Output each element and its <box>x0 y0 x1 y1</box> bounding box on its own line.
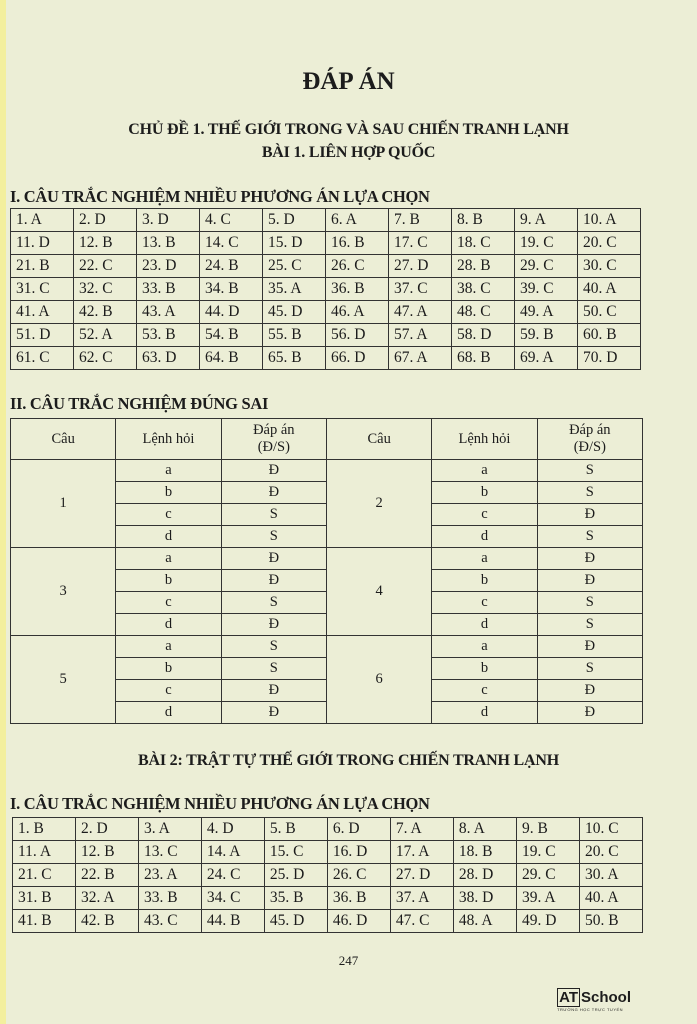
answer-cell: 4. C <box>199 209 262 232</box>
answer-cell: 19. C <box>516 841 579 864</box>
lesson2-title: BÀI 2: TRẬT TỰ THẾ GIỚI TRONG CHIẾN TRANH LẠNH <box>138 752 559 769</box>
answer-cell: 9. A <box>514 209 577 232</box>
answer-cell: 33. B <box>136 278 199 301</box>
answer-cell: 44. D <box>199 301 262 324</box>
lesson1-tf-heading: II. CÂU TRẮC NGHIỆM ĐÚNG SAI <box>10 394 269 413</box>
answer-cell: 41. A <box>11 301 74 324</box>
answer-row <box>11 324 641 347</box>
answer-cell: 24. B <box>199 255 262 278</box>
statement-letter: d <box>116 702 221 724</box>
answer-cell: 15. C <box>264 841 327 864</box>
answer-cell: 35. A <box>262 278 325 301</box>
answer-cell: 6. A <box>325 209 388 232</box>
answer-cell: 47. A <box>388 301 451 324</box>
statement-letter: d <box>432 526 537 548</box>
answer-cell: 11. D <box>11 232 74 255</box>
answer-row <box>11 278 641 301</box>
col-header-cau: Câu <box>11 419 116 460</box>
answer-cell: 7. B <box>388 209 451 232</box>
answer-cell: 18. C <box>451 232 514 255</box>
answer-cell: 17. C <box>388 232 451 255</box>
true-false-answer: S <box>221 504 326 526</box>
answer-cell: 1. B <box>13 818 76 841</box>
answer-cell: 55. B <box>262 324 325 347</box>
answer-cell: 8. A <box>453 818 516 841</box>
tf-row <box>11 636 643 658</box>
answer-cell: 11. A <box>13 841 76 864</box>
true-false-answer: Đ <box>537 504 642 526</box>
answer-cell: 10. A <box>577 209 640 232</box>
true-false-answer: S <box>537 592 642 614</box>
answer-cell: 13. B <box>136 232 199 255</box>
statement-letter: d <box>116 526 221 548</box>
answer-cell: 61. C <box>11 347 74 370</box>
answer-cell: 31. C <box>11 278 74 301</box>
col-header-lenh: Lệnh hỏi <box>432 419 537 460</box>
answer-cell: 22. B <box>75 864 138 887</box>
answer-cell: 16. B <box>325 232 388 255</box>
lesson1-mc-heading: I. CÂU TRẮC NGHIỆM NHIỀU PHƯƠNG ÁN LỰA CHỌN <box>10 187 430 206</box>
true-false-answer: Đ <box>537 548 642 570</box>
true-false-answer: S <box>221 592 326 614</box>
question-number: 1 <box>11 460 116 548</box>
answer-cell: 39. A <box>516 887 579 910</box>
answer-cell: 47. C <box>390 910 453 933</box>
answer-cell: 51. D <box>11 324 74 347</box>
answer-cell: 50. C <box>577 301 640 324</box>
answer-cell: 50. B <box>579 910 642 933</box>
answer-cell: 26. C <box>327 864 390 887</box>
answer-cell: 49. A <box>514 301 577 324</box>
answer-cell: 29. C <box>514 255 577 278</box>
answer-row <box>11 232 641 255</box>
answer-cell: 59. B <box>514 324 577 347</box>
answer-cell: 37. C <box>388 278 451 301</box>
tf-row <box>11 548 643 570</box>
true-false-answer: Đ <box>221 680 326 702</box>
answer-cell: 46. A <box>325 301 388 324</box>
statement-letter: a <box>432 548 537 570</box>
col-header-lenh: Lệnh hỏi <box>116 419 221 460</box>
lesson1-title: BÀI 1. LIÊN HỢP QUỐC <box>261 144 436 161</box>
statement-letter: c <box>116 504 221 526</box>
answer-cell: 3. D <box>136 209 199 232</box>
lesson1-mc-table <box>10 208 641 370</box>
answer-row <box>11 209 641 232</box>
true-false-answer: Đ <box>537 702 642 724</box>
answer-cell: 27. D <box>388 255 451 278</box>
true-false-answer: Đ <box>221 614 326 636</box>
answer-cell: 6. D <box>327 818 390 841</box>
answer-cell: 39. C <box>514 278 577 301</box>
col-header-cau: Câu <box>326 419 431 460</box>
statement-letter: b <box>116 658 221 680</box>
answer-cell: 9. B <box>516 818 579 841</box>
answer-cell: 20. C <box>579 841 642 864</box>
statement-letter: b <box>116 482 221 504</box>
answer-cell: 31. B <box>13 887 76 910</box>
statement-letter: c <box>116 680 221 702</box>
answer-cell: 46. D <box>327 910 390 933</box>
answer-cell: 45. D <box>264 910 327 933</box>
col-header-dapan: Đáp án (Đ/S) <box>221 419 326 460</box>
statement-letter: c <box>432 592 537 614</box>
answer-cell: 14. C <box>199 232 262 255</box>
answer-cell: 23. D <box>136 255 199 278</box>
answer-cell: 64. B <box>199 347 262 370</box>
answer-cell: 54. B <box>199 324 262 347</box>
answer-cell: 63. D <box>136 347 199 370</box>
answer-cell: 45. D <box>262 301 325 324</box>
statement-letter: c <box>432 680 537 702</box>
answer-cell: 28. D <box>453 864 516 887</box>
statement-letter: b <box>432 570 537 592</box>
answer-cell: 60. B <box>577 324 640 347</box>
answer-row <box>11 301 641 324</box>
true-false-answer: S <box>221 636 326 658</box>
page-title: ĐÁP ÁN <box>302 68 395 95</box>
answer-cell: 21. C <box>13 864 76 887</box>
statement-letter: a <box>116 460 221 482</box>
answer-cell: 36. B <box>325 278 388 301</box>
answer-cell: 5. B <box>264 818 327 841</box>
statement-letter: c <box>432 504 537 526</box>
question-number: 6 <box>326 636 431 724</box>
answer-cell: 69. A <box>514 347 577 370</box>
answer-cell: 25. D <box>264 864 327 887</box>
statement-letter: b <box>432 482 537 504</box>
answer-cell: 58. D <box>451 324 514 347</box>
answer-cell: 67. A <box>388 347 451 370</box>
answer-cell: 16. D <box>327 841 390 864</box>
answer-cell: 62. C <box>74 347 137 370</box>
answer-cell: 38. C <box>451 278 514 301</box>
answer-cell: 20. C <box>577 232 640 255</box>
answer-cell: 5. D <box>262 209 325 232</box>
answer-row <box>13 818 643 841</box>
answer-cell: 7. A <box>390 818 453 841</box>
answer-cell: 40. A <box>577 278 640 301</box>
answer-row <box>13 887 643 910</box>
answer-cell: 13. C <box>138 841 201 864</box>
statement-letter: b <box>432 658 537 680</box>
true-false-answer: Đ <box>221 570 326 592</box>
answer-cell: 52. A <box>74 324 137 347</box>
question-number: 2 <box>326 460 431 548</box>
statement-letter: a <box>116 548 221 570</box>
answer-cell: 68. B <box>451 347 514 370</box>
answer-cell: 19. C <box>514 232 577 255</box>
true-false-answer: S <box>537 614 642 636</box>
statement-letter: a <box>432 460 537 482</box>
page-number: 247 <box>338 953 359 968</box>
answer-cell: 65. B <box>262 347 325 370</box>
answer-cell: 2. D <box>74 209 137 232</box>
answer-cell: 14. A <box>201 841 264 864</box>
lesson2-mc-table <box>12 817 643 933</box>
answer-cell: 37. A <box>390 887 453 910</box>
true-false-answer: S <box>537 460 642 482</box>
answer-cell: 33. B <box>138 887 201 910</box>
answer-cell: 36. B <box>327 887 390 910</box>
statement-letter: d <box>432 702 537 724</box>
statement-letter: d <box>432 614 537 636</box>
answer-cell: 53. B <box>136 324 199 347</box>
answer-cell: 44. B <box>201 910 264 933</box>
answer-cell: 23. A <box>138 864 201 887</box>
statement-letter: c <box>116 592 221 614</box>
answer-row <box>11 347 641 370</box>
answer-row <box>13 864 643 887</box>
true-false-answer: Đ <box>221 702 326 724</box>
answer-row <box>11 255 641 278</box>
answer-cell: 57. A <box>388 324 451 347</box>
answer-cell: 41. B <box>13 910 76 933</box>
true-false-answer: S <box>221 526 326 548</box>
answer-cell: 48. A <box>453 910 516 933</box>
answer-cell: 32. C <box>74 278 137 301</box>
answer-cell: 34. B <box>199 278 262 301</box>
answer-cell: 24. C <box>201 864 264 887</box>
answer-cell: 1. A <box>11 209 74 232</box>
answer-cell: 70. D <box>577 347 640 370</box>
atschool-logo: AT School TRƯỜNG HỌC TRỰC TUYẾN <box>557 989 631 1012</box>
answer-cell: 29. C <box>516 864 579 887</box>
answer-cell: 15. D <box>262 232 325 255</box>
answer-cell: 2. D <box>75 818 138 841</box>
answer-row <box>13 841 643 864</box>
answer-cell: 56. D <box>325 324 388 347</box>
answer-cell: 35. B <box>264 887 327 910</box>
col-header-dapan: Đáp án (Đ/S) <box>537 419 642 460</box>
lesson2-mc-heading: I. CÂU TRẮC NGHIỆM NHIỀU PHƯƠNG ÁN LỰA CHỌN <box>10 794 430 813</box>
answer-cell: 42. B <box>75 910 138 933</box>
answer-cell: 38. D <box>453 887 516 910</box>
true-false-answer: Đ <box>221 548 326 570</box>
answer-cell: 21. B <box>11 255 74 278</box>
answer-row <box>13 910 643 933</box>
statement-letter: d <box>116 614 221 636</box>
answer-cell: 8. B <box>451 209 514 232</box>
answer-cell: 34. C <box>201 887 264 910</box>
topic-heading: CHỦ ĐỀ 1. THẾ GIỚI TRONG VÀ SAU CHIẾN TRANH LẠNH <box>128 121 569 138</box>
answer-cell: 49. D <box>516 910 579 933</box>
true-false-answer: S <box>537 526 642 548</box>
answer-cell: 26. C <box>325 255 388 278</box>
true-false-answer: S <box>537 658 642 680</box>
lesson1-tf-table <box>10 418 643 724</box>
tf-row <box>11 460 643 482</box>
answer-cell: 10. C <box>579 818 642 841</box>
question-number: 5 <box>11 636 116 724</box>
true-false-answer: Đ <box>221 482 326 504</box>
true-false-answer: S <box>537 482 642 504</box>
question-number: 4 <box>326 548 431 636</box>
true-false-answer: Đ <box>221 460 326 482</box>
answer-cell: 32. A <box>75 887 138 910</box>
statement-letter: a <box>432 636 537 658</box>
statement-letter: b <box>116 570 221 592</box>
answer-cell: 12. B <box>75 841 138 864</box>
answer-cell: 48. C <box>451 301 514 324</box>
answer-cell: 17. A <box>390 841 453 864</box>
answer-cell: 43. A <box>136 301 199 324</box>
true-false-answer: Đ <box>537 680 642 702</box>
true-false-answer: S <box>221 658 326 680</box>
answer-cell: 22. C <box>74 255 137 278</box>
answer-cell: 66. D <box>325 347 388 370</box>
answer-cell: 27. D <box>390 864 453 887</box>
answer-cell: 30. C <box>577 255 640 278</box>
true-false-answer: Đ <box>537 636 642 658</box>
statement-letter: a <box>116 636 221 658</box>
answer-cell: 25. C <box>262 255 325 278</box>
answer-cell: 40. A <box>579 887 642 910</box>
answer-cell: 42. B <box>74 301 137 324</box>
true-false-answer: Đ <box>537 570 642 592</box>
answer-cell: 30. A <box>579 864 642 887</box>
answer-cell: 3. A <box>138 818 201 841</box>
question-number: 3 <box>11 548 116 636</box>
answer-cell: 28. B <box>451 255 514 278</box>
answer-cell: 12. B <box>74 232 137 255</box>
answer-cell: 43. C <box>138 910 201 933</box>
answer-cell: 18. B <box>453 841 516 864</box>
answer-cell: 4. D <box>201 818 264 841</box>
